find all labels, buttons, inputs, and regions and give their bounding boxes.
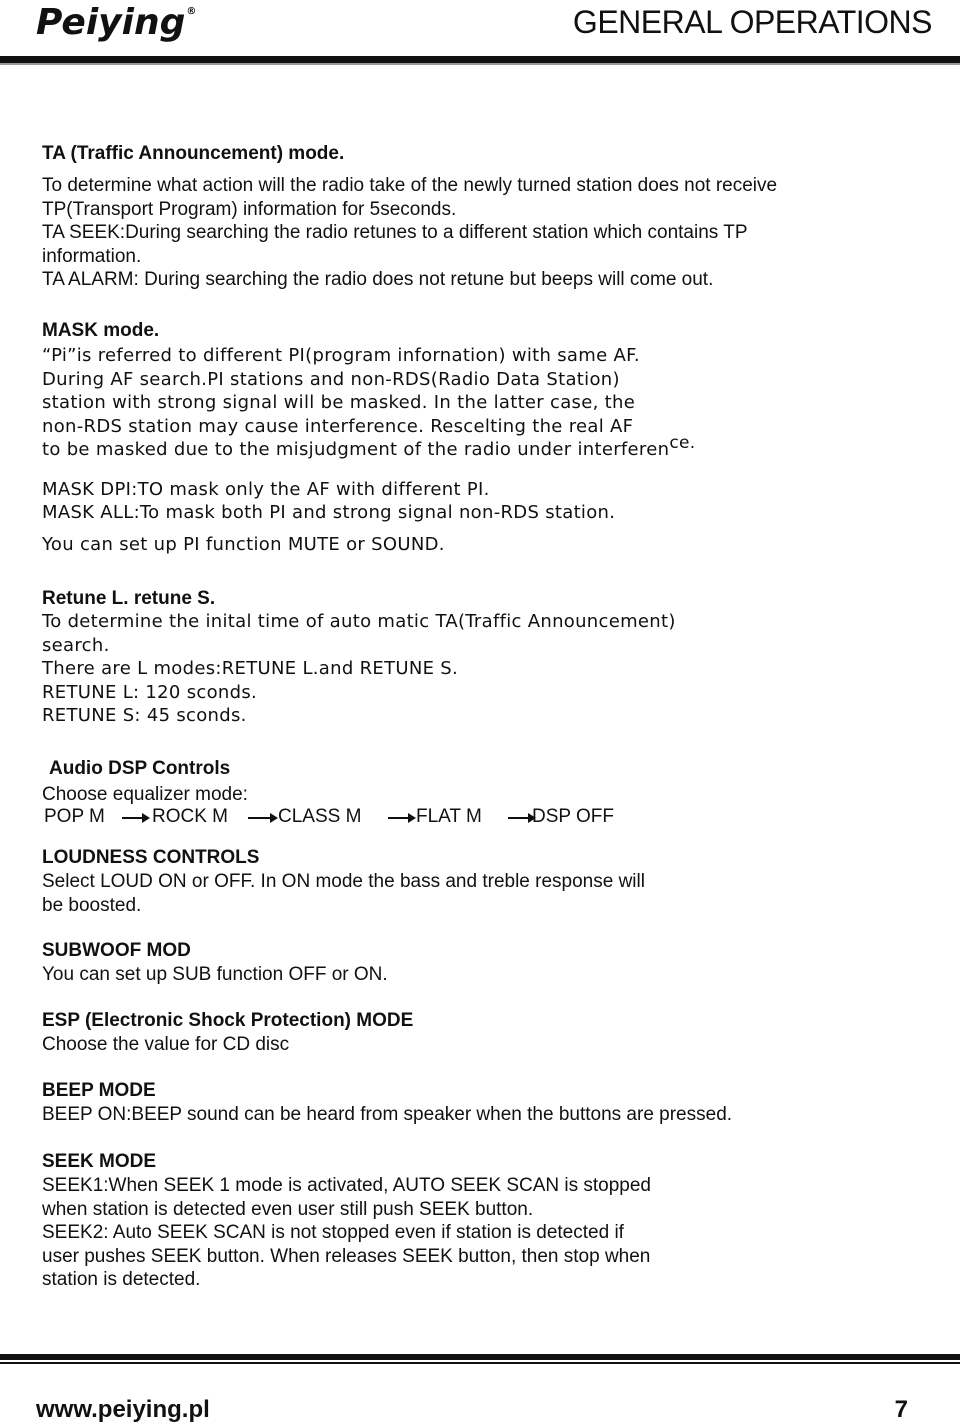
ta-text: To determine what action will the radio take of the newly turned station does not receive TP(Transport Program) information for 5seconds. TA SEEK:During searching the radio retunes to a different station which contains TP information. TA ALARM: During searching the radio does not retune but beeps will come out. <box>42 175 778 290</box>
arrow-right-icon <box>508 817 534 819</box>
eq-mode-pop: POP M <box>44 806 105 827</box>
mask-heading: MASK mode. <box>42 320 160 341</box>
arrow-right-icon <box>248 817 276 819</box>
esp-text: Choose the value for CD disc <box>42 1034 290 1055</box>
beep-text: BEEP ON:BEEP sound can be heard from speaker when the buttons are pressed. <box>42 1104 733 1125</box>
eq-mode-rock: ROCK M <box>152 806 228 827</box>
ta-heading: TA (Traffic Announcement) mode. <box>42 143 345 164</box>
footer-divider <box>0 1354 960 1360</box>
page-header <box>0 0 960 70</box>
seek-heading: SEEK MODE <box>42 1151 157 1172</box>
mask-text-tail: ce. <box>669 433 696 453</box>
dsp-heading: Audio DSP Controls <box>49 758 231 779</box>
eq-mode-flat: FLAT M <box>416 806 482 827</box>
footer-divider-thin <box>0 1362 960 1364</box>
eq-mode-dsp-off: DSP OFF <box>532 806 614 827</box>
dsp-text: Choose equalizer mode: <box>42 784 248 805</box>
seek-text: SEEK1:When SEEK 1 mode is activated, AUTO SEEK SCAN is stopped when station is detected even user still push SEEK button. SEEK2: Auto SEEK SCAN is not stopped even if station is detected if user pushes SEEK button. When releases SEEK button, then stop when station is detected. <box>42 1175 651 1290</box>
page-number: 7 <box>894 1396 908 1423</box>
loudness-heading: LOUDNESS CONTROLS <box>42 847 260 868</box>
retune-text: To determine the inital time of auto matic TA(Traffic Announcement) search. There are L modes:RETUNE L.and RETUNE S. RETUNE L: 120 sconds. RETUNE S: 45 sconds. <box>42 611 676 726</box>
arrow-right-icon <box>122 817 148 819</box>
subwoof-heading: SUBWOOF MOD <box>42 940 191 961</box>
arrow-right-icon <box>388 817 414 819</box>
brand-logo: Peiying® <box>36 2 197 43</box>
mask-dpi-text: MASK DPI:TO mask only the AF with different PI. <box>42 479 490 500</box>
subwoof-text: You can set up SUB function OFF or ON. <box>42 964 388 985</box>
eq-mode-class: CLASS M <box>278 806 362 827</box>
header-divider-shadow <box>0 63 960 65</box>
equalizer-mode-sequence <box>44 806 744 830</box>
retune-heading: Retune L. retune S. <box>42 588 216 609</box>
esp-heading: ESP (Electronic Shock Protection) MODE <box>42 1010 414 1031</box>
mask-all-text: MASK ALL:To mask both PI and strong signal non-RDS station. <box>42 502 616 523</box>
loudness-text: Select LOUD ON or OFF. In ON mode the bass and treble response will be boosted. <box>42 871 645 916</box>
header-divider <box>0 56 960 63</box>
footer-website: www.peiying.pl <box>36 1396 210 1423</box>
mask-text: “Pi”is referred to different PI(program infornation) with same AF. During AF search.PI stations and non-RDS(Radio Data Station) station with strong signal will be masked. In the latter case, the non-RDS station may cause interference. Rescelting the real AF to be masked due to the misjudgment of the radio under interference. <box>42 345 696 460</box>
mask-pi-text: You can set up PI function MUTE or SOUND. <box>42 534 445 555</box>
beep-heading: BEEP MODE <box>42 1080 156 1101</box>
page-title: GENERAL OPERATIONS <box>572 4 932 40</box>
